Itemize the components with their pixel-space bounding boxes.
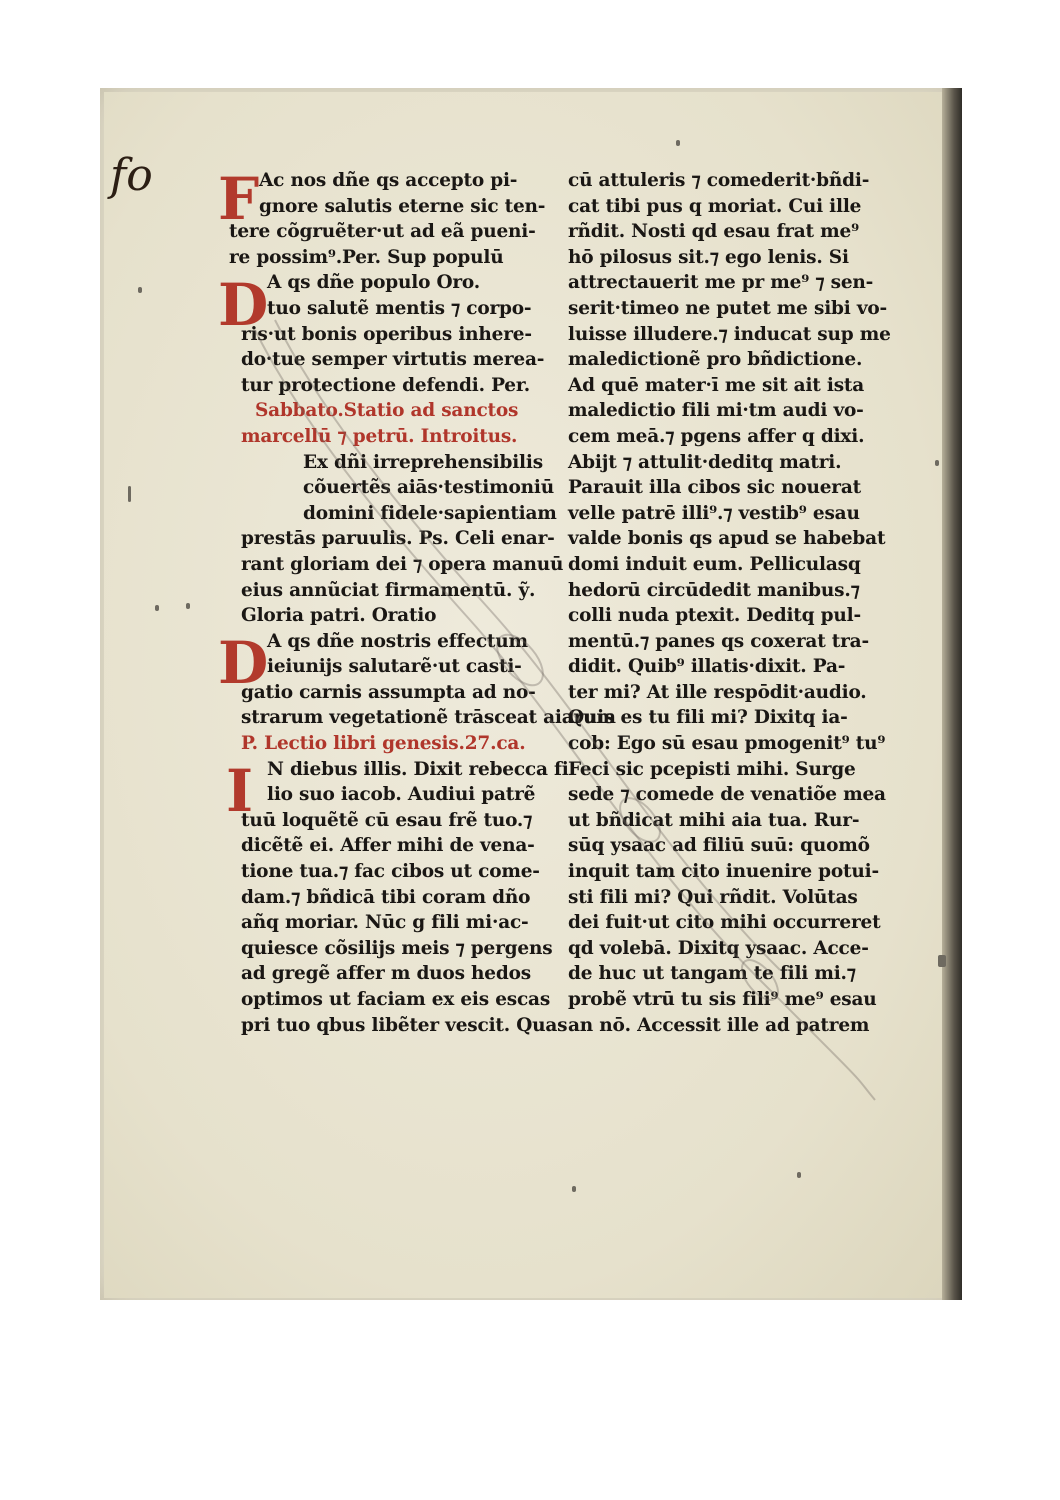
text-line: Feci sic pcepisti mihi. Surge <box>568 758 856 780</box>
text-line: de huc ut tangam te fili mi.⁊ <box>568 963 856 985</box>
text-line: probẽ vtrū tu sis fili⁹ me⁹ esau <box>568 989 877 1010</box>
text-line: gatio carnis assumpta ad no- <box>241 681 536 703</box>
text-line: tere cõgruẽter·ut ad eã pueni- <box>229 221 536 243</box>
text-line: luisse illudere.⁊ inducat sup me <box>568 323 891 345</box>
text-line: prestās paruulis. Ps. Celi enar- <box>241 528 555 550</box>
text-line: domi induit eum. Pelliculasq <box>568 553 861 575</box>
text-line: velle patrē illi⁹.⁊ vestib⁹ esau <box>568 502 860 524</box>
text-line: strarum vegetationẽ trāsceat aiarum <box>241 707 616 729</box>
text-line: dei fuit·ut cito mihi occurreret <box>568 912 881 934</box>
text-line: qd volebā. Dixitq ysaac. Acce- <box>568 937 869 959</box>
rubric-line: Sabbato.Statio ad sanctos <box>255 400 519 422</box>
text-line: A qs dñe populo Oro. <box>267 272 480 294</box>
text-line: didit. Quib⁹ illatis·dixit. Pa- <box>568 656 846 678</box>
text-line: cõuertẽs aiās·testimoniū <box>303 477 554 499</box>
text-line: valde bonis qs apud se habebat <box>568 528 886 550</box>
margin-annotation: fo <box>110 150 153 201</box>
text-line: serit·timeo ne putet me sibi vo- <box>568 297 887 319</box>
text-line: tuū loquẽtẽ cū esau frẽ tuo.⁊ <box>241 809 533 831</box>
rubric-line: marcellū ⁊ petrū. Introitus. <box>241 425 518 447</box>
text-line: rant gloriam dei ⁊ opera manuū <box>241 553 564 575</box>
text-line: lio suo iacob. Audiui patrẽ <box>267 784 536 806</box>
text-line: dicẽtẽ ei. Affer mihi de vena- <box>241 835 535 857</box>
text-line: Gloria patri. Oratio <box>241 605 437 627</box>
initial-letter-f: F <box>218 165 260 233</box>
text-line: Ac nos dñe qs accepto pi- <box>259 170 518 191</box>
paper-speck <box>797 1172 801 1178</box>
text-line: re possim⁹.Per. Sup populū <box>229 246 504 268</box>
initial-letter-i: I <box>226 757 254 825</box>
paper-speck <box>186 603 190 609</box>
text-line: sti fili mi? Qui rñdit. Volūtas <box>568 886 858 908</box>
text-line: optimos ut faciam ex eis escas <box>241 989 551 1010</box>
paper-speck <box>138 287 142 293</box>
text-line: Ad quē mater·ī me sit ait ista <box>568 374 865 396</box>
text-line: inquit tam cito inuenire potui- <box>568 861 879 883</box>
text-line: N diebus illis. Dixit rebecca fi <box>267 758 569 780</box>
text-line: ad gregẽ affer m duos hedos <box>241 963 531 985</box>
text-line: quiesce cõsilijs meis ⁊ pergens <box>241 937 553 959</box>
text-line: maledictionẽ pro bñdictione. <box>568 349 863 371</box>
text-line: ieiunijs salutarẽ·ut casti- <box>267 656 522 678</box>
rubric-line: P. Lectio libri genesis.27.ca. <box>241 733 526 755</box>
text-line: sūq ysaac ad filiū suū: quomõ <box>568 835 870 857</box>
initial-letter-d-2: D <box>218 629 269 697</box>
text-line: hō pilosus sit.⁊ ego lenis. Si <box>568 246 849 268</box>
text-line: domini fidele·sapientiam <box>303 502 557 524</box>
text-line: ris·ut bonis operibus inhere- <box>241 323 532 345</box>
text-line: tuo salutẽ mentis ⁊ corpo- <box>267 297 532 319</box>
text-line: Abijt ⁊ attulit·deditq matri. <box>568 451 842 473</box>
text-line: ut bñdicat mihi aia tua. Rur- <box>568 809 860 831</box>
text-column-left <box>215 165 616 1038</box>
text-line: pri tuo qbus libẽter vescit. Quas <box>241 1014 568 1036</box>
text-line: tur protectione defendi. Per. <box>241 374 530 396</box>
text-line: tione tua.⁊ fac cibos ut come- <box>241 861 540 883</box>
paper-speck <box>935 460 939 466</box>
text-line: do·tue semper virtutis merea- <box>241 349 545 371</box>
paper-speck <box>128 486 131 502</box>
text-line: gnore salutis eterne sic ten- <box>259 195 546 217</box>
text-line: Ex dñi irreprehensibilis <box>303 451 543 473</box>
text-line: an nō. Accessit ille ad patrem <box>568 1014 870 1036</box>
text-line: mentū.⁊ panes qs coxerat tra- <box>568 630 869 652</box>
text-line: cob: Ego sū esau pmogenit⁹ tu⁹ <box>568 733 886 755</box>
paper-speck <box>676 140 680 146</box>
text-line: Parauit illa cibos sic nouerat <box>568 477 861 499</box>
text-line: cat tibi pus q moriat. Cui ille <box>568 195 862 217</box>
text-line: attrectauerit me pr me⁹ ⁊ sen- <box>568 272 874 294</box>
text-line: maledictio fili mi·tm audi vo- <box>568 400 864 422</box>
text-line: dam.⁊ bñdicā tibi coram dño <box>241 886 531 908</box>
initial-letter-d-1: D <box>218 271 269 339</box>
text-line: eius annũciat firmamentū. ỹ. <box>241 579 536 601</box>
text-line: cū attuleris ⁊ comederit·bñdi- <box>568 170 870 191</box>
text-line: sede ⁊ comede de venatiõe mea <box>568 784 886 806</box>
text-line: colli nuda ptexit. Deditq pul- <box>568 605 861 627</box>
text-line: ter mi? At ille respōdit·audio. <box>568 681 867 703</box>
text-column-right <box>568 168 898 1038</box>
page-edge <box>942 88 962 1300</box>
paper-speck <box>155 605 159 611</box>
text-line: añq moriar. Nūc g fili mi·ac- <box>241 912 529 934</box>
text-line: Quis es tu fili mi? Dixitq ia- <box>568 707 848 729</box>
text-line: A qs dñe nostris effectum <box>267 630 528 652</box>
text-line: rñdit. Nosti qd esau frat me⁹ <box>568 221 859 243</box>
paper-speck <box>938 955 946 967</box>
paper-speck <box>572 1186 576 1192</box>
text-line: cem meā.⁊ pgens affer q dixi. <box>568 425 865 447</box>
text-line: hedorū circūdedit manibus.⁊ <box>568 579 860 601</box>
